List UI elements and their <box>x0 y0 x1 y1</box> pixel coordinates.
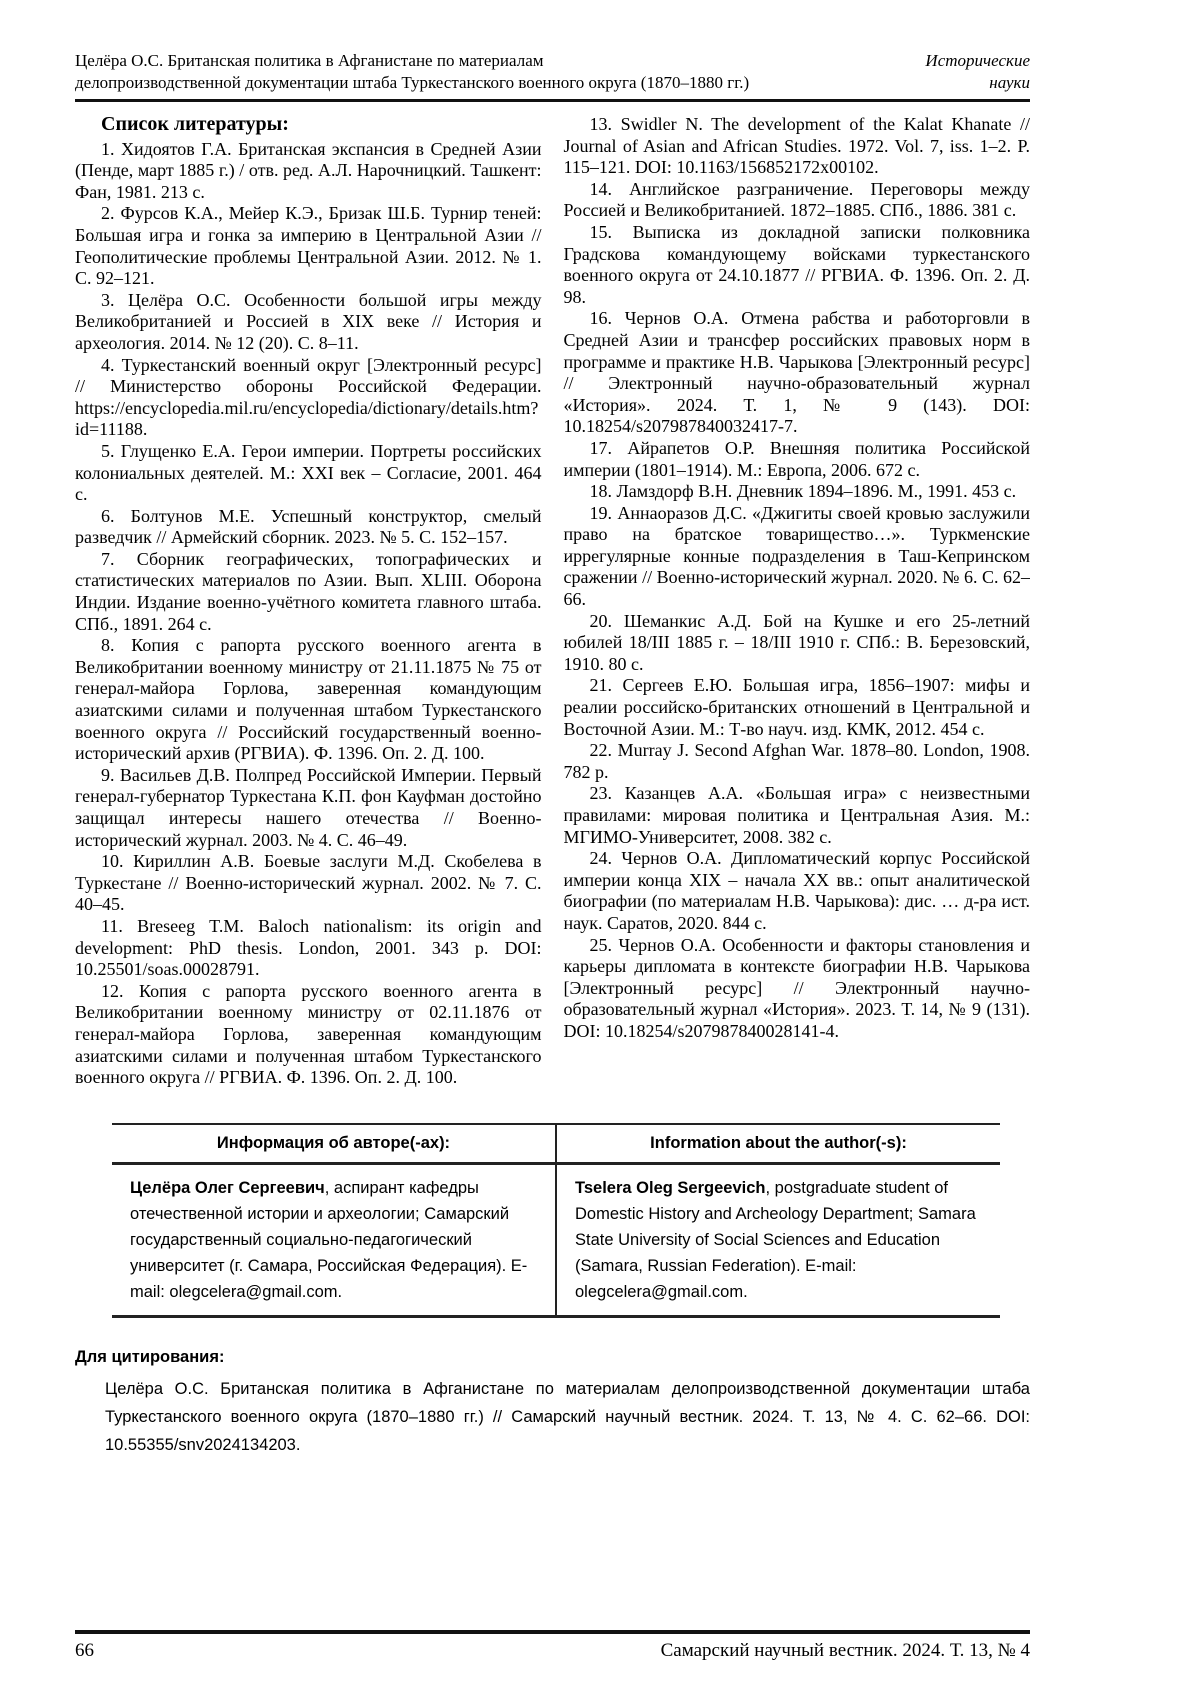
reference-item: 3. Целёра О.С. Особенности большой игры между Великобританией и Россией в XIX веке // История и археология. 2014. № 12 (20). С. 8–11. <box>75 289 542 353</box>
reference-item: 2. Фурсов К.А., Мейер К.Э., Бризак Ш.Б. Турнир теней: Большая игра и гонка за империю в Центральной Азии // Геополитические проблемы Центральной Азии. 2012. № 1. С. 92–121. <box>75 203 542 289</box>
reference-item: 23. Казанцев А.А. «Большая игра» с неизвестными правилами: мировая политика и Центральная Азия. М.: МГИМО-Университет, 2008. 382 с. <box>563 783 1030 847</box>
reference-item: 17. Айрапетов О.Р. Внешняя политика Российской империи (1801–1914). М.: Европа, 2006. 672 с. <box>563 437 1030 480</box>
reference-item: 6. Болтунов М.Е. Успешный конструктор, смелый разведчик // Армейский сборник. 2023. № 5. С. 152–157. <box>75 505 542 548</box>
running-head <box>75 50 1030 94</box>
page-footer <box>75 1630 1030 1663</box>
reference-item: 7. Сборник географических, топографических и статистических материалов по Азии. Вып. XLIII. Оборона Индии. Издание военно-учётного комитета главного штаба. СПб., 1891. 264 с. <box>75 548 542 634</box>
reference-item: 22. Murray J. Second Afghan War. 1878–80. London, 1908. 782 p. <box>563 740 1030 782</box>
author-info-ru <box>112 1164 556 1317</box>
citation-label: Для цитирования: <box>75 1348 225 1366</box>
reference-item: 12. Копия с рапорта русского военного агента в Великобритании военному министру от 02.11.1876 от генерал-майора Горлова, заверенная командующим азиатскими силами и полученная штабом Туркестанского военного округа // РГВИА. Ф. 1396. Оп. 2. Д. 100. <box>75 980 542 1088</box>
references-title: Список литературы: <box>101 114 289 135</box>
running-head-article-title <box>75 50 749 94</box>
section-label-line2: науки <box>989 73 1030 92</box>
reference-item: 21. Сергеев Е.Ю. Большая игра, 1856–1907: мифы и реалии российско-британских отношений в Центральной и Восточной Азии. М.: Т-во науч. изд. КМК, 2012. 454 с. <box>563 675 1030 739</box>
authors-table-header-en: Information about the author(-s): <box>556 1124 1000 1164</box>
author-name-ru: Целёра Олег Сергеевич <box>130 1179 325 1197</box>
reference-item: 5. Глущенко Е.А. Герои империи. Портреты российских колониальных деятелей. М.: XXI век – Согласие, 2001. 464 с. <box>75 440 542 505</box>
author-details-ru: , аспирант кафедры отечественной истории и археологии; Самарский государственный социально-педагогический университет (г. Самара, Российская Федерация). E-mail: olegcelera@gmail.com. <box>130 1179 528 1301</box>
authors-table-header-ru: Информация об авторе(-ах): <box>112 1124 556 1164</box>
reference-item: 11. Breseeg T.M. Baloch nationalism: its origin and development: PhD thesis. London, 2001. 343 p. DOI: 10.25501/soas.00028791. <box>75 915 542 980</box>
authors-table <box>112 1123 1000 1318</box>
author-info-en <box>556 1164 1000 1317</box>
reference-item: 9. Васильев Д.В. Полпред Российской Империи. Первый генерал-губернатор Туркестана К.П. фон Кауфман достойно защищал интересы нашего отечества // Военно-исторический журнал. 2003. № 4. С. 46–49. <box>75 764 542 850</box>
header-rule <box>75 99 1030 102</box>
reference-item: 24. Чернов О.А. Дипломатический корпус Российской империи конца XIX – начала XX вв.: опыт аналитической биографии (по материалам Н.В. Чарыкова): дис. … д-ра ист. наук. Саратов, 2020. 844 с. <box>563 848 1030 933</box>
references-list <box>75 114 1030 1109</box>
section-label-line1: Исторические <box>925 51 1030 70</box>
authors-table-body-row <box>112 1164 1000 1317</box>
page-content <box>75 0 1030 1459</box>
running-head-section <box>925 50 1030 94</box>
reference-item: 25. Чернов О.А. Особенности и факторы становления и карьеры дипломата в контексте биографии Н.В. Чарыкова [Электронный ресурс] // Электронный научно-образовательный журнал «История». 2023. Т. 14, № 9 (131). DOI: 10.18254/s207987840028141-4. <box>563 934 1030 1041</box>
reference-item: 4. Туркестанский военный округ [Электронный ресурс] // Министерство обороны Российской Федерации. https://encyclopedia.mil.ru/encyclopedia/dictionary/details.htm?id=11188. <box>75 354 542 440</box>
reference-item: 19. Аннаоразов Д.С. «Джигиты своей кровью заслужили право на братское товарищество…». Туркменские иррегулярные конные подразделения в Таш-Кепринском сражении // Военно-исторический журнал. 2020. № 6. С. 62–66. <box>563 502 1030 610</box>
authors-table-header-row <box>112 1124 1000 1164</box>
running-head-line2: делопроизводственной документации штаба Туркестанского военного округа (1870–1880 гг.) <box>75 73 750 92</box>
citation-text: Целёра О.С. Британская политика в Афганистане по материалам делопроизводственной документации штаба Туркестанского военного округа (1870–1880 гг.) // Самарский научный вестник. 2024. Т. 13, № 4. С. 62–66. DOI: 10.55355/snv2024134203. <box>105 1380 1030 1454</box>
reference-item: 18. Ламздорф В.Н. Дневник 1894–1896. М., 1991. 453 с. <box>589 481 1017 502</box>
author-details-en: , postgraduate student of Domestic History and Archeology Department; Samara State University of Social Sciences and Education (Samara, Russian Federation). E-mail: olegcelera@gmail.com. <box>575 1179 976 1301</box>
running-head-line1: Целёра О.С. Британская политика в Афганистане по материалам <box>75 51 544 70</box>
references-columns <box>75 114 1030 1109</box>
reference-item: 15. Выписка из докладной записки полковника Градскова командующему войсками туркестанского военного округа от 24.10.1877 // РГВИА. Ф. 1396. Оп. 2. Д. 98. <box>563 221 1030 307</box>
reference-item: 13. Swidler N. The development of the Kalat Khanate // Journal of Asian and African Studies. 1972. Vol. 7, iss. 1–2. P. 115–121. DOI: 10.1163/156852172x00102. <box>563 114 1030 178</box>
footer-page-number: 66 <box>75 1640 94 1661</box>
reference-item: 16. Чернов О.А. Отмена рабства и работорговли в Средней Азии и трансфер российских правовых норм в программе и практике Н.В. Чарыкова [Электронный ресурс] // Электронный научно-образовательный журнал «История». 2024. Т. 1, № 9 (143). DOI: 10.18254/s207987840032417-7. <box>563 308 1030 437</box>
author-name-en: Tselera Oleg Sergeevich <box>575 1179 766 1197</box>
reference-item: 20. Шеманкис А.Д. Бой на Кушке и его 25-летний юбилей 18/III 1885 г. – 18/III 1910 г. СПб.: В. Березовский, 1910. 80 с. <box>563 610 1030 674</box>
reference-item: 8. Копия с рапорта русского военного агента в Великобритании военному министру от 21.11.1875 № 75 от генерал-майора Горлова, заверенная командующим азиатскими силами и полученная штабом Туркестанского военного округа // Российский государственный военно-исторический архив (РГВИА). Ф. 1396. Оп. 2. Д. 100. <box>75 635 542 764</box>
reference-item: 1. Хидоятов Г.А. Британская экспансия в Средней Азии (Пенде, март 1885 г.) / отв. ред. А.Л. Нарочницкий. Ташкент: Фан, 1981. 213 с. <box>75 138 542 202</box>
footer-row <box>75 1639 1030 1663</box>
citation-section <box>75 1348 1030 1459</box>
reference-item: 14. Английское разграничение. Переговоры между Россией и Великобританией. 1872–1885. СПб., 1886. 381 с. <box>563 178 1030 221</box>
footer-rule <box>75 1630 1030 1634</box>
reference-item: 10. Кириллин А.В. Боевые заслуги М.Д. Скобелева в Туркестане // Военно-исторический журнал. 2002. № 7. С. 40–45. <box>75 851 542 915</box>
references-section <box>75 114 1030 1109</box>
footer-journal: Самарский научный вестник. 2024. Т. 13, № 4 <box>660 1640 1030 1661</box>
